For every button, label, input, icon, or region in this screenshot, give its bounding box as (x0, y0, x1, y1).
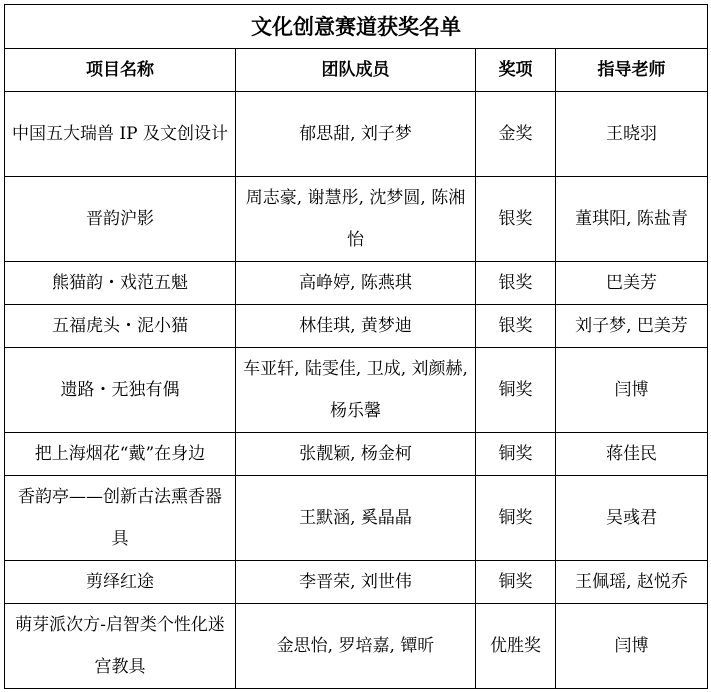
cell-award: 铜奖 (476, 476, 556, 561)
cell-team: 高峥婷, 陈燕琪 (236, 262, 476, 305)
cell-advisor: 闫博 (556, 348, 708, 433)
table-row (5, 177, 708, 262)
cell-project: 遗路・无独有偶 (5, 348, 236, 433)
cell-project: 熊猫韵・戏范五魁 (5, 262, 236, 305)
cell-award: 铜奖 (476, 561, 556, 604)
cell-team: 车亚轩, 陆雯佳, 卫成, 刘颜赫, 杨乐馨 (236, 348, 476, 433)
title-row (5, 5, 708, 49)
header-project: 项目名称 (5, 49, 236, 92)
cell-advisor: 王晓羽 (556, 92, 708, 177)
table-row (5, 262, 708, 305)
cell-team: 郁思甜, 刘子梦 (236, 92, 476, 177)
header-team: 团队成员 (236, 49, 476, 92)
cell-advisor: 巴美芳 (556, 262, 708, 305)
cell-award: 优胜奖 (476, 604, 556, 689)
table-row (5, 433, 708, 476)
cell-award: 银奖 (476, 177, 556, 262)
cell-project: 剪绎红途 (5, 561, 236, 604)
cell-project: 萌芽派次方-启智类个性化迷宫教具 (5, 604, 236, 689)
header-row (5, 49, 708, 92)
cell-project: 中国五大瑞兽 IP 及文创设计 (5, 92, 236, 177)
cell-advisor: 董琪阳, 陈盐青 (556, 177, 708, 262)
cell-team: 周志豪, 谢慧彤, 沈梦圆, 陈湘怡 (236, 177, 476, 262)
cell-advisor: 王佩瑶, 赵悦乔 (556, 561, 708, 604)
cell-team: 张靓颖, 杨金柯 (236, 433, 476, 476)
cell-team: 林佳琪, 黄梦迪 (236, 305, 476, 348)
table-row (5, 476, 708, 561)
cell-award: 铜奖 (476, 433, 556, 476)
table-row (5, 348, 708, 433)
cell-award: 银奖 (476, 262, 556, 305)
cell-advisor: 蒋佳民 (556, 433, 708, 476)
cell-team: 王默涵, 奚晶晶 (236, 476, 476, 561)
cell-award: 金奖 (476, 92, 556, 177)
header-advisor: 指导老师 (556, 49, 708, 92)
table-row (5, 604, 708, 689)
cell-advisor: 吴彧君 (556, 476, 708, 561)
cell-team: 金思怡, 罗培嘉, 镡昕 (236, 604, 476, 689)
cell-award: 铜奖 (476, 348, 556, 433)
cell-advisor: 闫博 (556, 604, 708, 689)
cell-team: 李晋荣, 刘世伟 (236, 561, 476, 604)
award-table (4, 4, 708, 689)
table-row (5, 561, 708, 604)
table-row (5, 92, 708, 177)
table-title: 文化创意赛道获奖名单 (5, 5, 708, 49)
header-award: 奖项 (476, 49, 556, 92)
cell-project: 把上海烟花“戴”在身边 (5, 433, 236, 476)
cell-project: 五福虎头・泥小猫 (5, 305, 236, 348)
table-row (5, 305, 708, 348)
cell-project: 晋韵沪影 (5, 177, 236, 262)
cell-project: 香韵亭——创新古法熏香器具 (5, 476, 236, 561)
cell-advisor: 刘子梦, 巴美芳 (556, 305, 708, 348)
cell-award: 银奖 (476, 305, 556, 348)
